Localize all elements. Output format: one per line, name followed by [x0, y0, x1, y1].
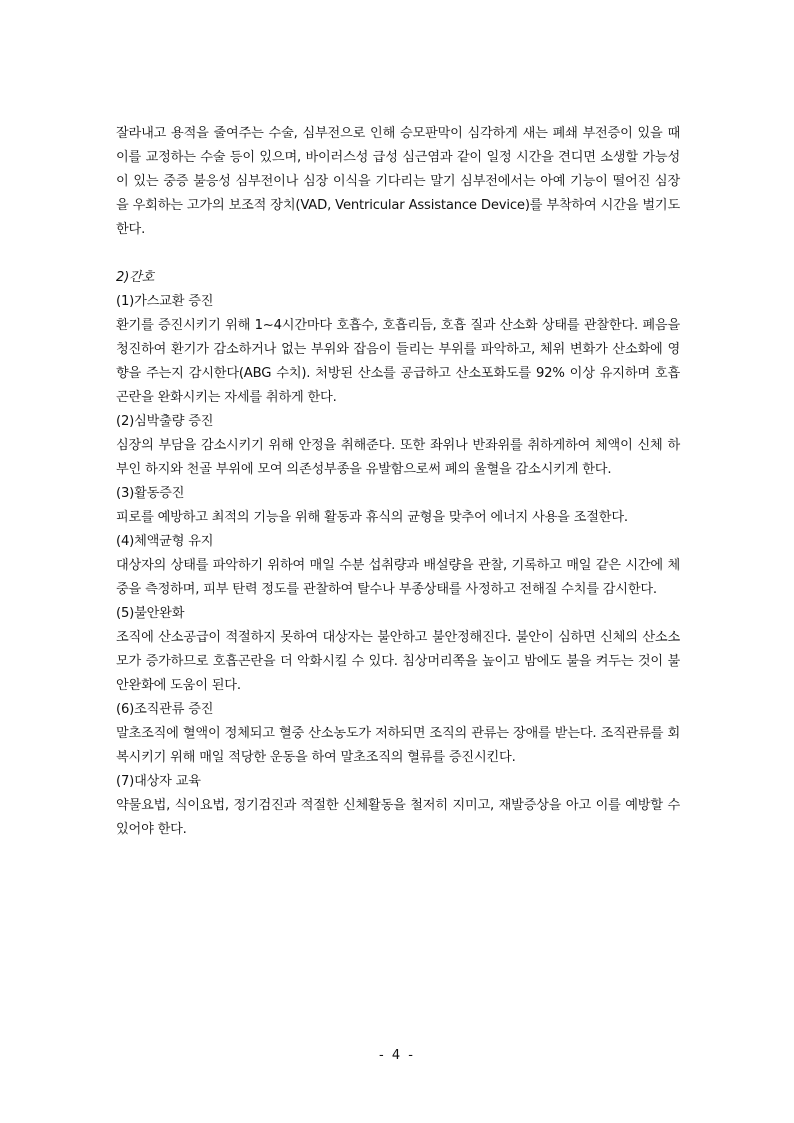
item-body-1: 환기를 증진시키기 위해 1~4시간마다 호흡수, 호흡리듬, 호흡 질과 산소화 상태를 관찰한다. 폐음을 청진하여 환기가 감소하거나 없는 부위와 잡음이 들리는 부위를 파악하고, 체위 변화가 산소화에 영향을 주는지 감시한다(ABG 수치). 처방된 산소를 공급하고 산소포화도를 92% 이상 유지하며 호흡곤란을 완화시키는 자세를 취하게 한다.	[116, 318, 680, 405]
item-body-2: 심장의 부담을 감소시키기 위해 안정을 취해준다. 또한 좌위나 반좌위를 취하게하여 체액이 신체 하부인 하지와 천골 부위에 모여 의존성부종을 유발함으로써 폐의 울혈을 감소시키게 한다.	[116, 438, 680, 477]
item-title-5: (5)불안완화	[116, 606, 185, 621]
item-body-3: 피로를 예방하고 최적의 기능을 위해 활동과 휴식의 균형을 맞추어 에너지 사용을 조절한다.	[116, 510, 628, 525]
item-body-4: 대상자의 상태를 파악하기 위하여 매일 수분 섭취량과 배설량을 관찰, 기록하고 매일 같은 시간에 체중을 측정하며, 피부 탄력 정도를 관찰하여 탈수나 부종상태를 사정하고 전해질 수치를 감시한다.	[116, 558, 680, 597]
intro-paragraph: 잘라내고 용적을 줄여주는 수술, 심부전으로 인해 승모판막이 심각하게 새는 폐쇄 부전증이 있을 때 이를 교정하는 수술 등이 있으며, 바이러스성 급성 심근염과 같이 일정 시간을 견디면 소생할 가능성이 있는 중증 불응성 심부전이나 심장 이식을 기다리는 말기 심부전에서는 아예 기능이 떨어진 심장을 우회하는 고가의 보조적 장치(VAD, Ventricular Assistance Device)를 부착하여 시간을 벌기도 한다.	[116, 126, 680, 237]
item-body-6: 말초조직에 혈액이 정체되고 혈중 산소농도가 저하되면 조직의 관류는 장애를 받는다. 조직관류를 회복시키기 위해 매일 적당한 운동을 하여 말초조직의 혈류를 증진시킨다.	[116, 726, 680, 765]
section-title: 2)간호	[116, 270, 155, 285]
item-title-6: (6)조직관류 증진	[116, 702, 214, 717]
item-body-7: 약물요법, 식이요법, 정기검진과 적절한 신체활동을 철저히 지미고, 재발증상을 아고 이를 예방할 수 있어야 한다.	[116, 798, 680, 837]
item-body-5: 조직에 산소공급이 적절하지 못하여 대상자는 불안하고 불안정해진다. 불안이 심하면 신체의 산소소모가 증가하므로 호흡곤란을 더 악화시킬 수 있다. 침상머리쪽을 높이고 밤에도 불을 켜두는 것이 불안완화에 도움이 된다.	[116, 630, 680, 693]
item-title-3: (3)활동증진	[116, 486, 185, 501]
item-title-7: (7)대상자 교육	[116, 774, 201, 789]
item-title-1: (1)가스교환 증진	[116, 294, 214, 309]
item-title-4: (4)체액균형 유지	[116, 534, 214, 549]
page-number: - 4 -	[379, 1048, 415, 1063]
item-title-2: (2)심박출량 증진	[116, 414, 214, 429]
page-content	[116, 122, 680, 842]
